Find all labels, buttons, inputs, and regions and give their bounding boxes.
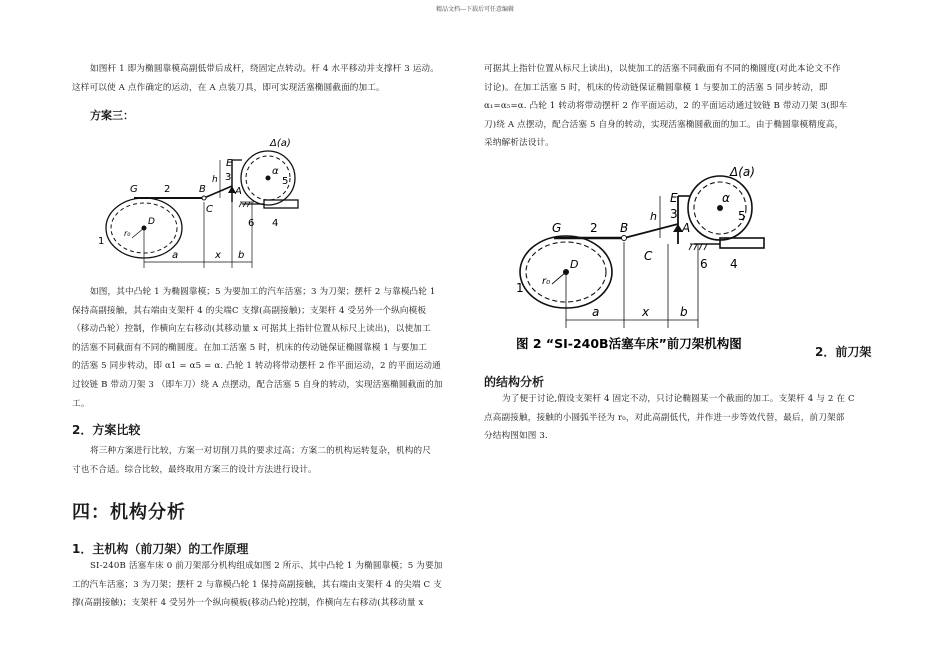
mechanism-figure-2 [508, 160, 788, 358]
label-g: G [552, 221, 562, 235]
dim-x: x [642, 305, 650, 319]
right-continued-paragraph [484, 60, 880, 153]
text-line: 可据其上指针位置从标尺上读出)，以使加工的活塞不同截面有不同的椭圆度(对此本论文不作 [484, 64, 841, 74]
label-g: G [130, 184, 138, 195]
dim-b: b [680, 305, 688, 319]
label-3: 3 [670, 207, 678, 221]
text-line: 过铰链 B 带动刀架 3 （即车刀）绕 A 点摆动，配合活塞 5 自身的转动，实现活塞椭圆截面的加 [72, 379, 443, 390]
label-1: 1 [516, 281, 524, 295]
text-line: 如图，其中凸轮 1 为椭圆靠模；5 为要加工的汽车活塞；3 为刀架；摆杆 2 与靠模凸轮 1 [90, 287, 436, 297]
label-delta: Δ(a) [730, 165, 755, 179]
label-alpha: α [272, 166, 279, 177]
label-a: A [682, 221, 691, 235]
text-line: 这样可以使 A 点作确定的运动，在 A 点装刀具，即可实现活塞椭圆截面的加工。 [72, 82, 385, 93]
label-1: 1 [98, 236, 105, 247]
intro-paragraph [72, 60, 472, 97]
figure2-caption: 图 2 “SI-240B活塞车床”前刀架机构图 [516, 336, 742, 351]
text-line: α₁=α₅=α. 凸轮 1 转动将带动摆杆 2 作平面运动，2 的平面运动通过铰链 B 带动刀架 3(即车 [484, 101, 848, 112]
text-line: 如图杆 1 即为椭圆靠模高副低带后成杆，绕固定点转动。杆 4 水平移动并支撑杆 3 运动。 [90, 64, 439, 74]
label-b: B [199, 184, 206, 195]
label-h: h [650, 210, 657, 223]
label-b: B [620, 221, 629, 235]
label-e: E [670, 191, 678, 205]
text-line: 的活塞 5 同步转动，即 α1 = α5 = α. 凸轮 1 转动将带动摆杆 2 作平面运动，2 的平面运动通 [72, 361, 441, 372]
text-line: （移动凸轮）控制，作横向左右移动(其移动量 x 可据其上指针位置从标尺上读出)，以使加工 [72, 324, 431, 335]
mechanism-figure-1 [92, 130, 322, 280]
compare-heading: 2．方案比较 [72, 423, 141, 437]
label-r0: r₀ [124, 229, 131, 238]
label-5: 5 [738, 209, 746, 223]
text-line: 工的汽车活塞；3 为刀架；摆杆 2 与靠模凸轮 1 保持高副接触，其右端由支架杆 4 的尖端 C 支 [72, 579, 442, 590]
principle-description [72, 557, 472, 613]
label-6: 6 [700, 257, 708, 271]
dim-a: a [172, 250, 179, 261]
label-4: 4 [730, 257, 738, 271]
text-line: 保持高副接触，其右端由支架杆 4 的尖端C 支撑(高副接触)；支架杆 4 受另外一个纵向模板 [72, 305, 427, 316]
compare-description [72, 442, 472, 479]
principle-heading: 1．主机构（前刀架）的工作原理 [72, 542, 249, 556]
label-3: 3 [225, 172, 232, 183]
text-line: SI-240B 活塞车床 0 前刀架部分机构组成如图 2 所示、其中凸轮 1 为椭圆靠模；5 为要加 [90, 561, 443, 571]
text-line: 点高副接触，接触的小圆弧半径为 r₀，对此高副低代，并作进一步等效代替，最后，前刀架部 [484, 412, 845, 423]
text-line: 的活塞不同截面有不同的椭圆度。在加工活塞 5 时，机床的传动链保证椭圆靠模 1 与要加工 [72, 342, 428, 353]
label-r0: r₀ [542, 276, 551, 287]
label-d: D [570, 258, 579, 271]
dim-b: b [238, 250, 245, 261]
label-6: 6 [248, 218, 255, 229]
section4-heading: 四：机构分析 [72, 502, 186, 523]
dim-x: x [215, 250, 221, 261]
dim-a: a [592, 305, 600, 319]
label-4: 4 [272, 218, 279, 229]
plan3-description [72, 283, 472, 413]
label-2: 2 [164, 184, 171, 195]
label-c: C [206, 204, 213, 215]
label-h: h [212, 175, 218, 185]
label-alpha: α [722, 191, 730, 205]
label-delta: Δ(a) [270, 138, 291, 149]
label-a: A [235, 186, 242, 197]
label-2: 2 [590, 221, 598, 235]
text-line: 将三种方案进行比较，方案一对切削刀具的要求过高；方案二的机构运转复杂，机构的尺 [90, 446, 432, 456]
text-line: 采纳解析法设计。 [484, 138, 554, 149]
label-e: E [226, 158, 233, 169]
text-line: 分结构图如图 3. [484, 431, 548, 442]
frame-description [484, 390, 880, 446]
label-c: C [644, 249, 653, 263]
page-header: 精品文档---下载后可任意编辑 [435, 6, 515, 13]
frame-heading-part2: 的结构分析 [484, 375, 545, 389]
text-line: 撑(高副接触)；支架杆 4 受另外一个纵向模板(移动凸轮)控制，作横向左右移动(其移动量 x [72, 598, 424, 609]
plan3-heading: 方案三： [90, 109, 134, 122]
text-line: 工。 [72, 398, 90, 409]
text-line: 讨论)。在加工活塞 5 时，机床的传动链保证椭圆靠模 1 与要加工的活塞 5 同步转动，即 [484, 82, 828, 93]
frame-heading-part1: 2．前刀架 [815, 345, 872, 359]
label-d: D [148, 217, 155, 227]
text-line: 寸也不合适。综合比较，最终取用方案三的设计方法进行设计。 [72, 464, 317, 475]
text-line: 刀)绕 A 点摆动，配合活塞 5 自身的转动，实现活塞椭圆截面的加工。由于椭圆靠模精度高， [484, 119, 844, 130]
text-line: 为了便于讨论,假设支架杆 4 固定不动，只讨论椭圆某一个截面的加工。支架杆 4 与 2 在 C [502, 394, 855, 404]
label-5: 5 [282, 176, 289, 187]
